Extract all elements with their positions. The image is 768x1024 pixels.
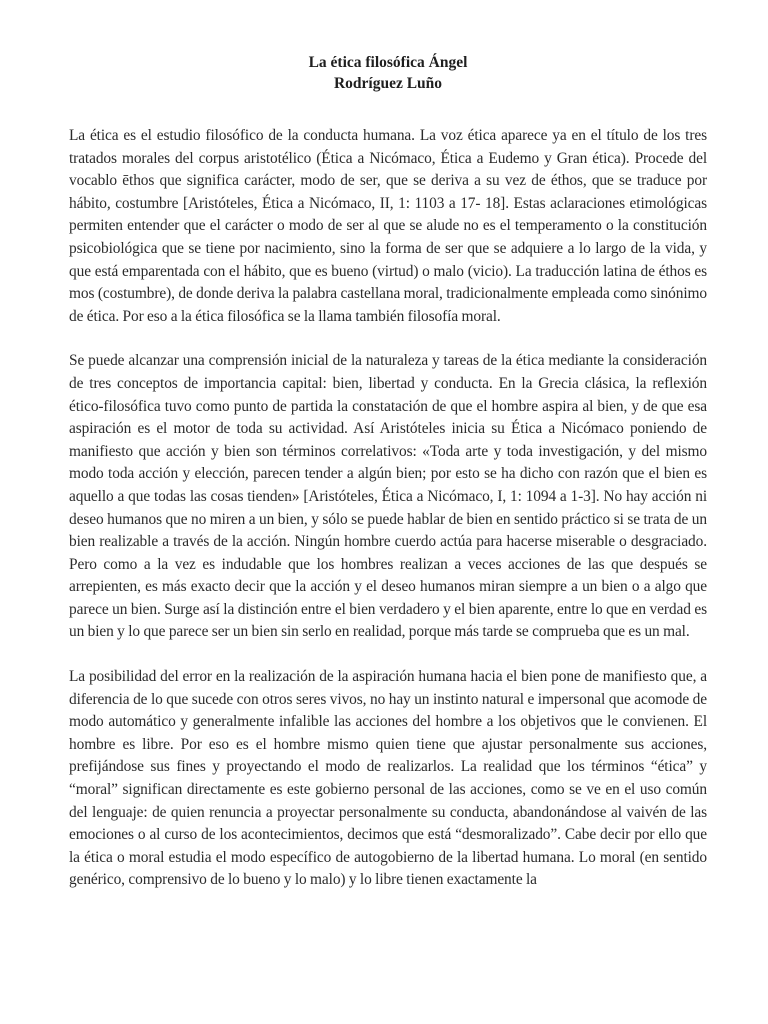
document-page — [69, 52, 707, 892]
paragraph-3: La posibilidad del error en la realización de la aspiración humana hacia el bien pone de manifiesto que, a diferencia de lo que sucede con otros seres vivos, no hay un instinto natural e impersonal que acomode de modo automático y generalmente infalible las acciones del hombre a los objetivos que le convienen. El hombre es libre. Por eso es el hombre mismo quien tiene que ajustar personalmente sus acciones, prefijándose sus fines y proyectando el modo de realizarlos. La realidad que los términos “ética” y “moral” significan directamente es este gobierno personal de las acciones, como se ve en el uso común del lenguaje: de quien renuncia a proyectar personalmente su conducta, abandonándose al vaivén de las emociones o al curso de los acontecimientos, decimos que está “desmoralizado”. Cabe decir por ello que la ética o moral estudia el modo específico de autogobierno de la libertad humana. Lo moral (en sentido genérico, comprensivo de lo bueno y lo malo) y lo libre tienen exactamente la — [69, 668, 707, 889]
paragraph-1: La ética es el estudio filosófico de la conducta humana. La voz ética aparece ya en el título de los tres tratados morales del corpus aristotélico (Ética a Nicómaco, Ética a Eudemo y Gran ética). Procede del vocablo ēthos que significa carácter, modo de ser, que se deriva a su vez de éthos, que se traduce por hábito, costumbre [Aristóteles, Ética a Nicómaco, II, 1: 1103 a 17- 18]. Estas aclaraciones etimológicas permiten entender que el carácter o modo de ser al que se alude no es el temperamento o la constitución psicobiológica que se tiene por nacimiento, sino la forma de ser que se adquiere a lo largo de la vida, y que está emparentada con el hábito, que es bueno (virtud) o malo (vicio). La traducción latina de éthos es mos (costumbre), de donde deriva la palabra castellana moral, tradicionalmente empleada como sinónimo de ética. Por eso a la ética filosófica se la llama también filosofía moral. — [69, 127, 707, 325]
title-line-2: Rodríguez Luño — [333, 75, 443, 92]
document-title — [69, 52, 707, 94]
paragraph-2: Se puede alcanzar una comprensión inicial de la naturaleza y tareas de la ética mediante la consideración de tres conceptos de importancia capital: bien, libertad y conducta. En la Grecia clásica, la reflexión ético-filosófica tuvo como punto de partida la constatación de que el hombre aspira al bien, y de que esa aspiración es el motor de toda su actividad. Así Aristóteles inicia su Ética a Nicómaco poniendo de manifiesto que acción y bien son términos correlativos: «Toda arte y toda investigación, y del mismo modo toda acción y elección, parecen tender a algún bien; por esto se ha dicho con razón que el bien es aquello a que todas las cosas tienden» [Aristóteles, Ética a Nicómaco, I, 1: 1094 a 1-3]. No hay acción ni deseo humanos que no miren a un bien, y sólo se puede hablar de bien en sentido práctico si se trata de un bien realizable a través de la acción. Ningún hombre cuerdo actúa para hacerse miserable o desgraciado. Pero como a la vez es indudable que los hombres realizan a veces acciones de las que después se arrepienten, es más exacto decir que la acción y el deseo humanos miran siempre a un bien o a algo que parece un bien. Surge así la distinción entre el bien verdadero y el bien aparente, entre lo que en verdad es un bien y lo que parece ser un bien sin serlo en realidad, porque más tarde se comprueba que es un mal. — [69, 352, 707, 641]
title-line-1: La ética filosófica Ángel — [308, 54, 468, 71]
